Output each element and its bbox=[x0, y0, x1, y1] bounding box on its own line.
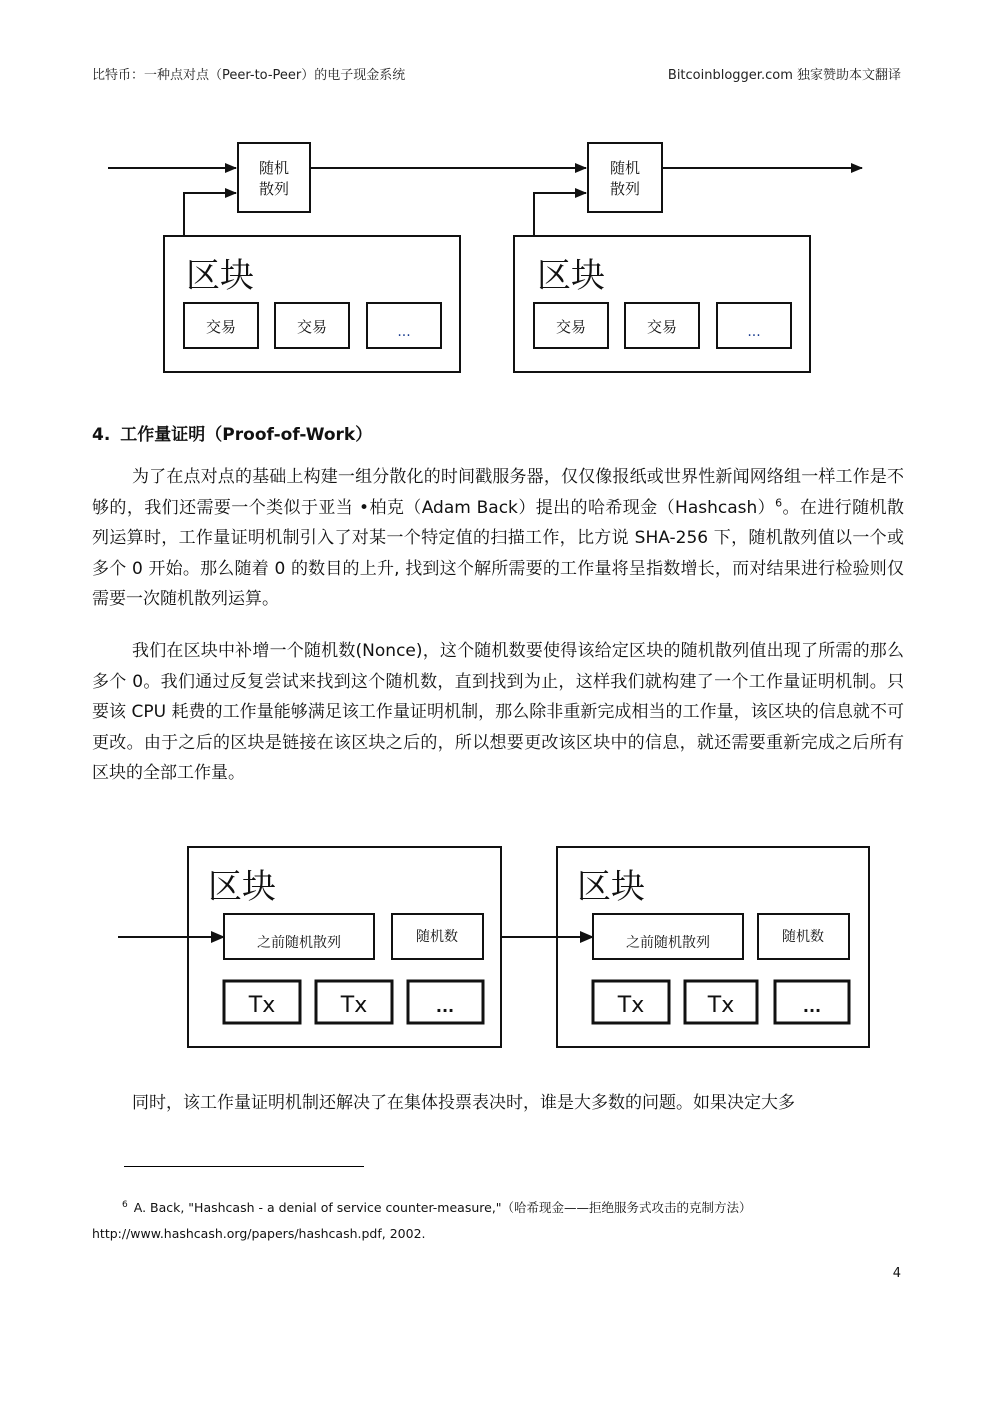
running-header-title: 比特币：一种点对点（Peer-to-Peer）的电子现金系统 bbox=[92, 68, 406, 83]
paragraph-2: 我们在区块中补增一个随机数(Nonce)，这个随机数要使得该给定区块的随机散列值出现了所需的那么多个 0。我们通过反复尝试来找到这个随机数，直到找到为止，这样我们就构建了一个工作量证明机制。只要该 CPU 耗费的工作量能够满足该工作量证明机制，那么除非重新完成相当的工作量，该区块的信息就不可更改。由于之后的区块是链接在该区块之后的，所以想要更改该区块中的信息，就还需要重新完成之后所有区块的全部工作量。 bbox=[92, 641, 904, 783]
nonce-label: 随机数 bbox=[416, 929, 458, 945]
running-header-sponsor: Bitcoinblogger.com 独家赞助本文翻译 bbox=[667, 68, 901, 83]
paragraph-1-text-cont: 。在进行随机散列运算时，工作量证明机制引入了对某一个特定值的扫描工作，比方说 SHA-256 下，随机散列值以一个或多个 0 开始。那么随着 0 的数目的上升, 找到这个解所需要的工作量将呈指数增长，而对结果进行检验则仅需要一次随机散列运算。 bbox=[92, 497, 905, 609]
block-label: 区块 bbox=[186, 256, 254, 296]
prev-hash-label: 之前随机散列 bbox=[626, 935, 710, 951]
hash-label-line1: 随机 bbox=[258, 159, 290, 177]
tx-label: 交易 bbox=[205, 318, 237, 336]
section-title: 工作量证明（Proof-of-Work） bbox=[120, 425, 373, 445]
page-number: 4 bbox=[892, 1266, 901, 1281]
pow-block-label: 区块 bbox=[577, 867, 645, 907]
footnote-number: 6 bbox=[122, 1200, 128, 1210]
tx-ellipsis: ... bbox=[747, 324, 761, 340]
section-number: 4. bbox=[92, 425, 111, 445]
hash-label-line2: 散列 bbox=[609, 180, 641, 198]
tx-ellipsis: ... bbox=[397, 324, 411, 340]
tx-label: 交易 bbox=[555, 318, 587, 336]
prev-hash-label: 之前随机散列 bbox=[257, 935, 341, 951]
footnote-ref[interactable]: 6 bbox=[775, 495, 783, 509]
paragraph-1-text: 为了在点对点的基础上构建一组分散化的时间戳服务器，仅仅像报纸或世界性新闻网络组一样工作是不够的，我们还需要一个类似于亚当 •柏克（Adam Back）提出的哈希现金（Hashcash） bbox=[92, 467, 904, 518]
tx-label: Tx bbox=[707, 993, 735, 1018]
paragraph-3: 同时，该工作量证明机制还解决了在集体投票表决时，谁是大多数的问题。如果决定大多 bbox=[132, 1093, 795, 1113]
footnote-text: A. Back, "Hashcash - a denial of service counter-measure,"（哈希现金——拒绝服务式攻击的克制方法）http://www.hashcash.org/papers/hashcash.pdf, 2002. bbox=[92, 1200, 752, 1242]
hash-label-line1: 随机 bbox=[609, 159, 641, 177]
tx-ellipsis: ... bbox=[802, 997, 822, 1016]
tx-label: 交易 bbox=[296, 318, 328, 336]
tx-label: Tx bbox=[617, 993, 645, 1018]
nonce-label: 随机数 bbox=[782, 929, 824, 945]
tx-label: 交易 bbox=[646, 318, 678, 336]
footnote-separator bbox=[124, 1166, 364, 1167]
tx-label: Tx bbox=[340, 993, 368, 1018]
footnote bbox=[92, 1192, 904, 1247]
block-label: 区块 bbox=[537, 256, 605, 296]
hash-label-line2: 散列 bbox=[258, 180, 290, 198]
pow-block-label: 区块 bbox=[208, 867, 276, 907]
tx-ellipsis: ... bbox=[435, 997, 455, 1016]
tx-label: Tx bbox=[248, 993, 276, 1018]
